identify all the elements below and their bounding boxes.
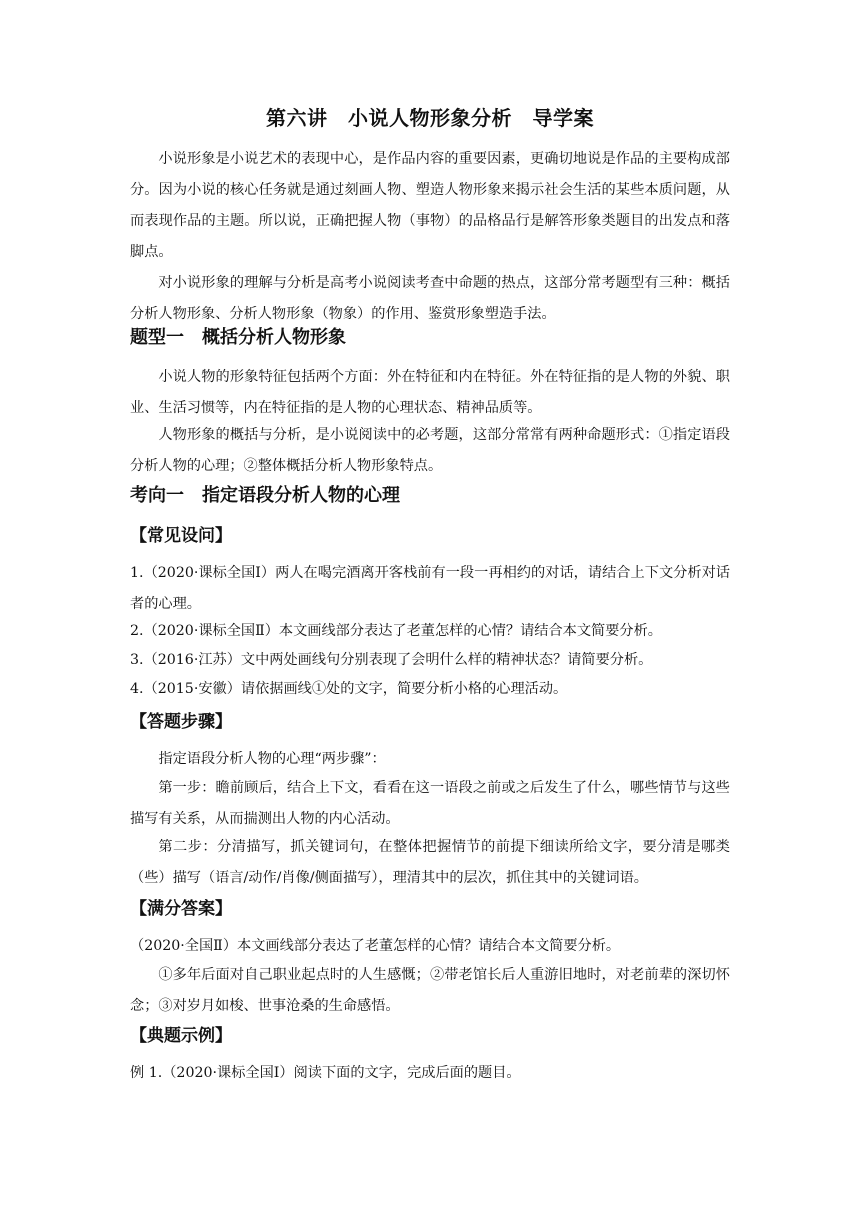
full-answer-question: （2020·全国Ⅱ）本文画线部分表达了老董怎样的心情？请结合本文简要分析。 [130,938,621,954]
section1-paragraph-2: 人物形象的概括与分析，是小说阅读中的必考题，这部分常常有两种命题形式：①指定语段分析人物的心理；②整体概括分析人物形象特点。 [130,427,730,474]
question-item-1: 1.（2020·课标全国Ⅰ）两人在喝完酒离开客栈前有一段一再相约的对话，请结合上下文分析对话者的心理。 [130,565,730,612]
question-item-3: 3.（2016·江苏）文中两处画线句分别表现了会明什么样的精神状态？请简要分析。 [130,652,653,668]
section-heading-type1: 题型一 概括分析人物形象 [130,327,346,348]
steps-heading: 【答题步骤】 [130,712,232,732]
full-answer-heading: 【满分答案】 [130,899,232,919]
common-questions-heading: 【常见设问】 [130,526,232,546]
section1-paragraph-1: 小说人物的形象特征包括两个方面：外在特征和内在特征。外在特征指的是人物的外貌、职业、生活习惯等，内在特征指的是人物的心理状态、精神品质等。 [130,369,730,416]
document-title: 第六讲 小说人物形象分析 导学案 [266,106,594,130]
full-answer-text: ①多年后面对自己职业起点时的人生感慨；②带老馆长后人重游旧地时，对老前辈的深切怀念；③对岁月如梭、世事沧桑的生命感悟。 [130,967,730,1014]
example-text: 例 1.（2020·课标全国Ⅰ）阅读下面的文字，完成后面的题目。 [130,1065,521,1081]
intro-paragraph-2: 对小说形象的理解与分析是高考小说阅读考查中命题的热点，这部分常考题型有三种：概括分析人物形象、分析人物形象（物象）的作用、鉴赏形象塑造手法。 [130,275,730,322]
direction-heading-1: 考向一 指定语段分析人物的心理 [130,485,400,506]
question-item-4: 4.（2015·安徽）请依据画线①处的文字，简要分析小格的心理活动。 [130,681,568,697]
question-item-2: 2.（2020·课标全国Ⅱ）本文画线部分表达了老董怎样的心情？请结合本文简要分析。 [130,623,662,639]
steps-paragraph-step2: 第二步：分清描写，抓关键词句，在整体把握情节的前提下细读所给文字，要分清是哪类（些）描写（语言/动作/肖像/侧面描写），理清其中的层次，抓住其中的关键词语。 [130,839,730,886]
steps-paragraph-step1: 第一步：瞻前顾后，结合上下文，看看在这一语段之前或之后发生了什么，哪些情节与这些描写有关系，从而揣测出人物的内心活动。 [130,780,730,827]
intro-paragraph-1: 小说形象是小说艺术的表现中心，是作品内容的重要因素，更确切地说是作品的主要构成部分。因为小说的核心任务就是通过刻画人物、塑造人物形象来揭示社会生活的某些本质问题，从而表现作品的主题。所以说，正确把握人物（事物）的品格品行是解答形象类题目的出发点和落脚点。 [130,151,730,260]
steps-paragraph-intro: 指定语段分析人物的心理“两步骤”： [158,751,386,767]
example-heading: 【典题示例】 [130,1026,232,1046]
